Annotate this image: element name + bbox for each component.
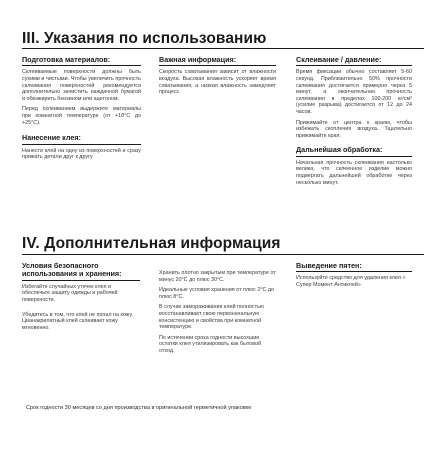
glue-apply-heading: Нанесение клея: [22,133,81,143]
materials-prep-text: Склеиваемые поверхности должны быть сухими и чистыми. Чтобы увеличить прочность склеивания поверхностей рекомендуется дополнительно зачистить наждачной бумагой и обезжирить бензином или ацетоном. [22,69,141,102]
heading-underline [296,271,412,272]
storage-text-3: В случае замораживания клей полностью восстанавливает свою первоначальную консистенцию и свойства при комнатной температуре. [159,304,264,331]
storage-text-1: Хранить плотно закрытым при температуре от минус 20°C до плюс 30°C. [159,270,276,283]
section-3-title: III. Указания по использованию [22,30,267,47]
materials-prep-heading: Подготовка материалов: [22,55,111,64]
section-4-title: IV. Дополнительная информация [22,235,281,252]
section-3-column-2 [159,56,276,96]
section-4-column-1 [22,262,140,331]
safe-use-heading: Условия безопасного использования и хранения: [22,261,122,279]
important-info-heading: Важная информация: [159,55,237,64]
further-processing-heading: Дальнейшая обработка: [296,145,383,155]
bonding-press-text: Прижимайте от центра к краям, чтобы избежать скопления воздуха. Тщательно прижимайте края. [296,119,412,139]
section-4-column-3 [296,262,412,289]
storage-text-2: Идеальные условия хранения от плюс 2°C до плюс 8°C. [159,287,275,300]
heading-underline [296,65,412,66]
safe-use-text-1: Избегайте случайных утечек клея и обеспечьте защиту одежды и рабочей поверхности. [22,283,118,303]
stain-removal-heading: Выведение пятен: [296,261,362,270]
section-3-column-3 [296,56,412,186]
section-3-rule [22,48,424,49]
heading-underline [22,280,140,281]
heading-underline [159,65,276,66]
heading-underline [22,144,141,145]
further-processing-text: Начальная прочность склеивания настолько велика, что склеенное изделие можно подвергать дальнейшей обработке через несколько минут. [296,159,412,186]
section-3-column-1 [22,56,141,161]
section-4-column-2 [159,270,276,355]
glue-apply-text: Нанести клей на одну из поверхностей и сразу прижать детали друг к другу [22,147,141,161]
bonding-time-text: Время фиксации обычно составляет 5-60 секунд. Приблизительно 50% прочности склеивания достигается примерно через 5 минут, а окончательная прочность склеивания в пределах 100-200 кг/см² (усилие разрыва) достигается от 12 до 24 часов. [296,69,412,115]
safe-use-text-2: Убедитесь в том, что клей не попал на кожу. Цианакрилатный клей склеивает кожу мгновенно. [22,311,134,331]
storage-text-4: По истечении срока годности высохшие остатки клея утилизировать как бытовой отход. [159,334,262,354]
heading-underline [22,65,141,66]
section-4-rule [22,254,424,255]
bonding-pressure-heading: Склеивание / давление: [296,55,382,64]
stain-removal-text: Используйте средство для удаления клея « Супер Момент Антиклей» [296,275,406,288]
heading-underline [296,156,412,157]
materials-temp-text: Перед склеиванием выдержите материалы при комнатной температуре (от +18°C до +25°C). [22,106,141,126]
shelf-life-note: Срок годности 30 месяцев со дня производства в оригинальной герметичной упаковке [26,405,252,411]
important-info-text: Скорость схватывания зависит от влажности воздуха. Высокая влажность ускоряет время схватывания, а низкая влажность замедляет процесс. [159,69,276,96]
